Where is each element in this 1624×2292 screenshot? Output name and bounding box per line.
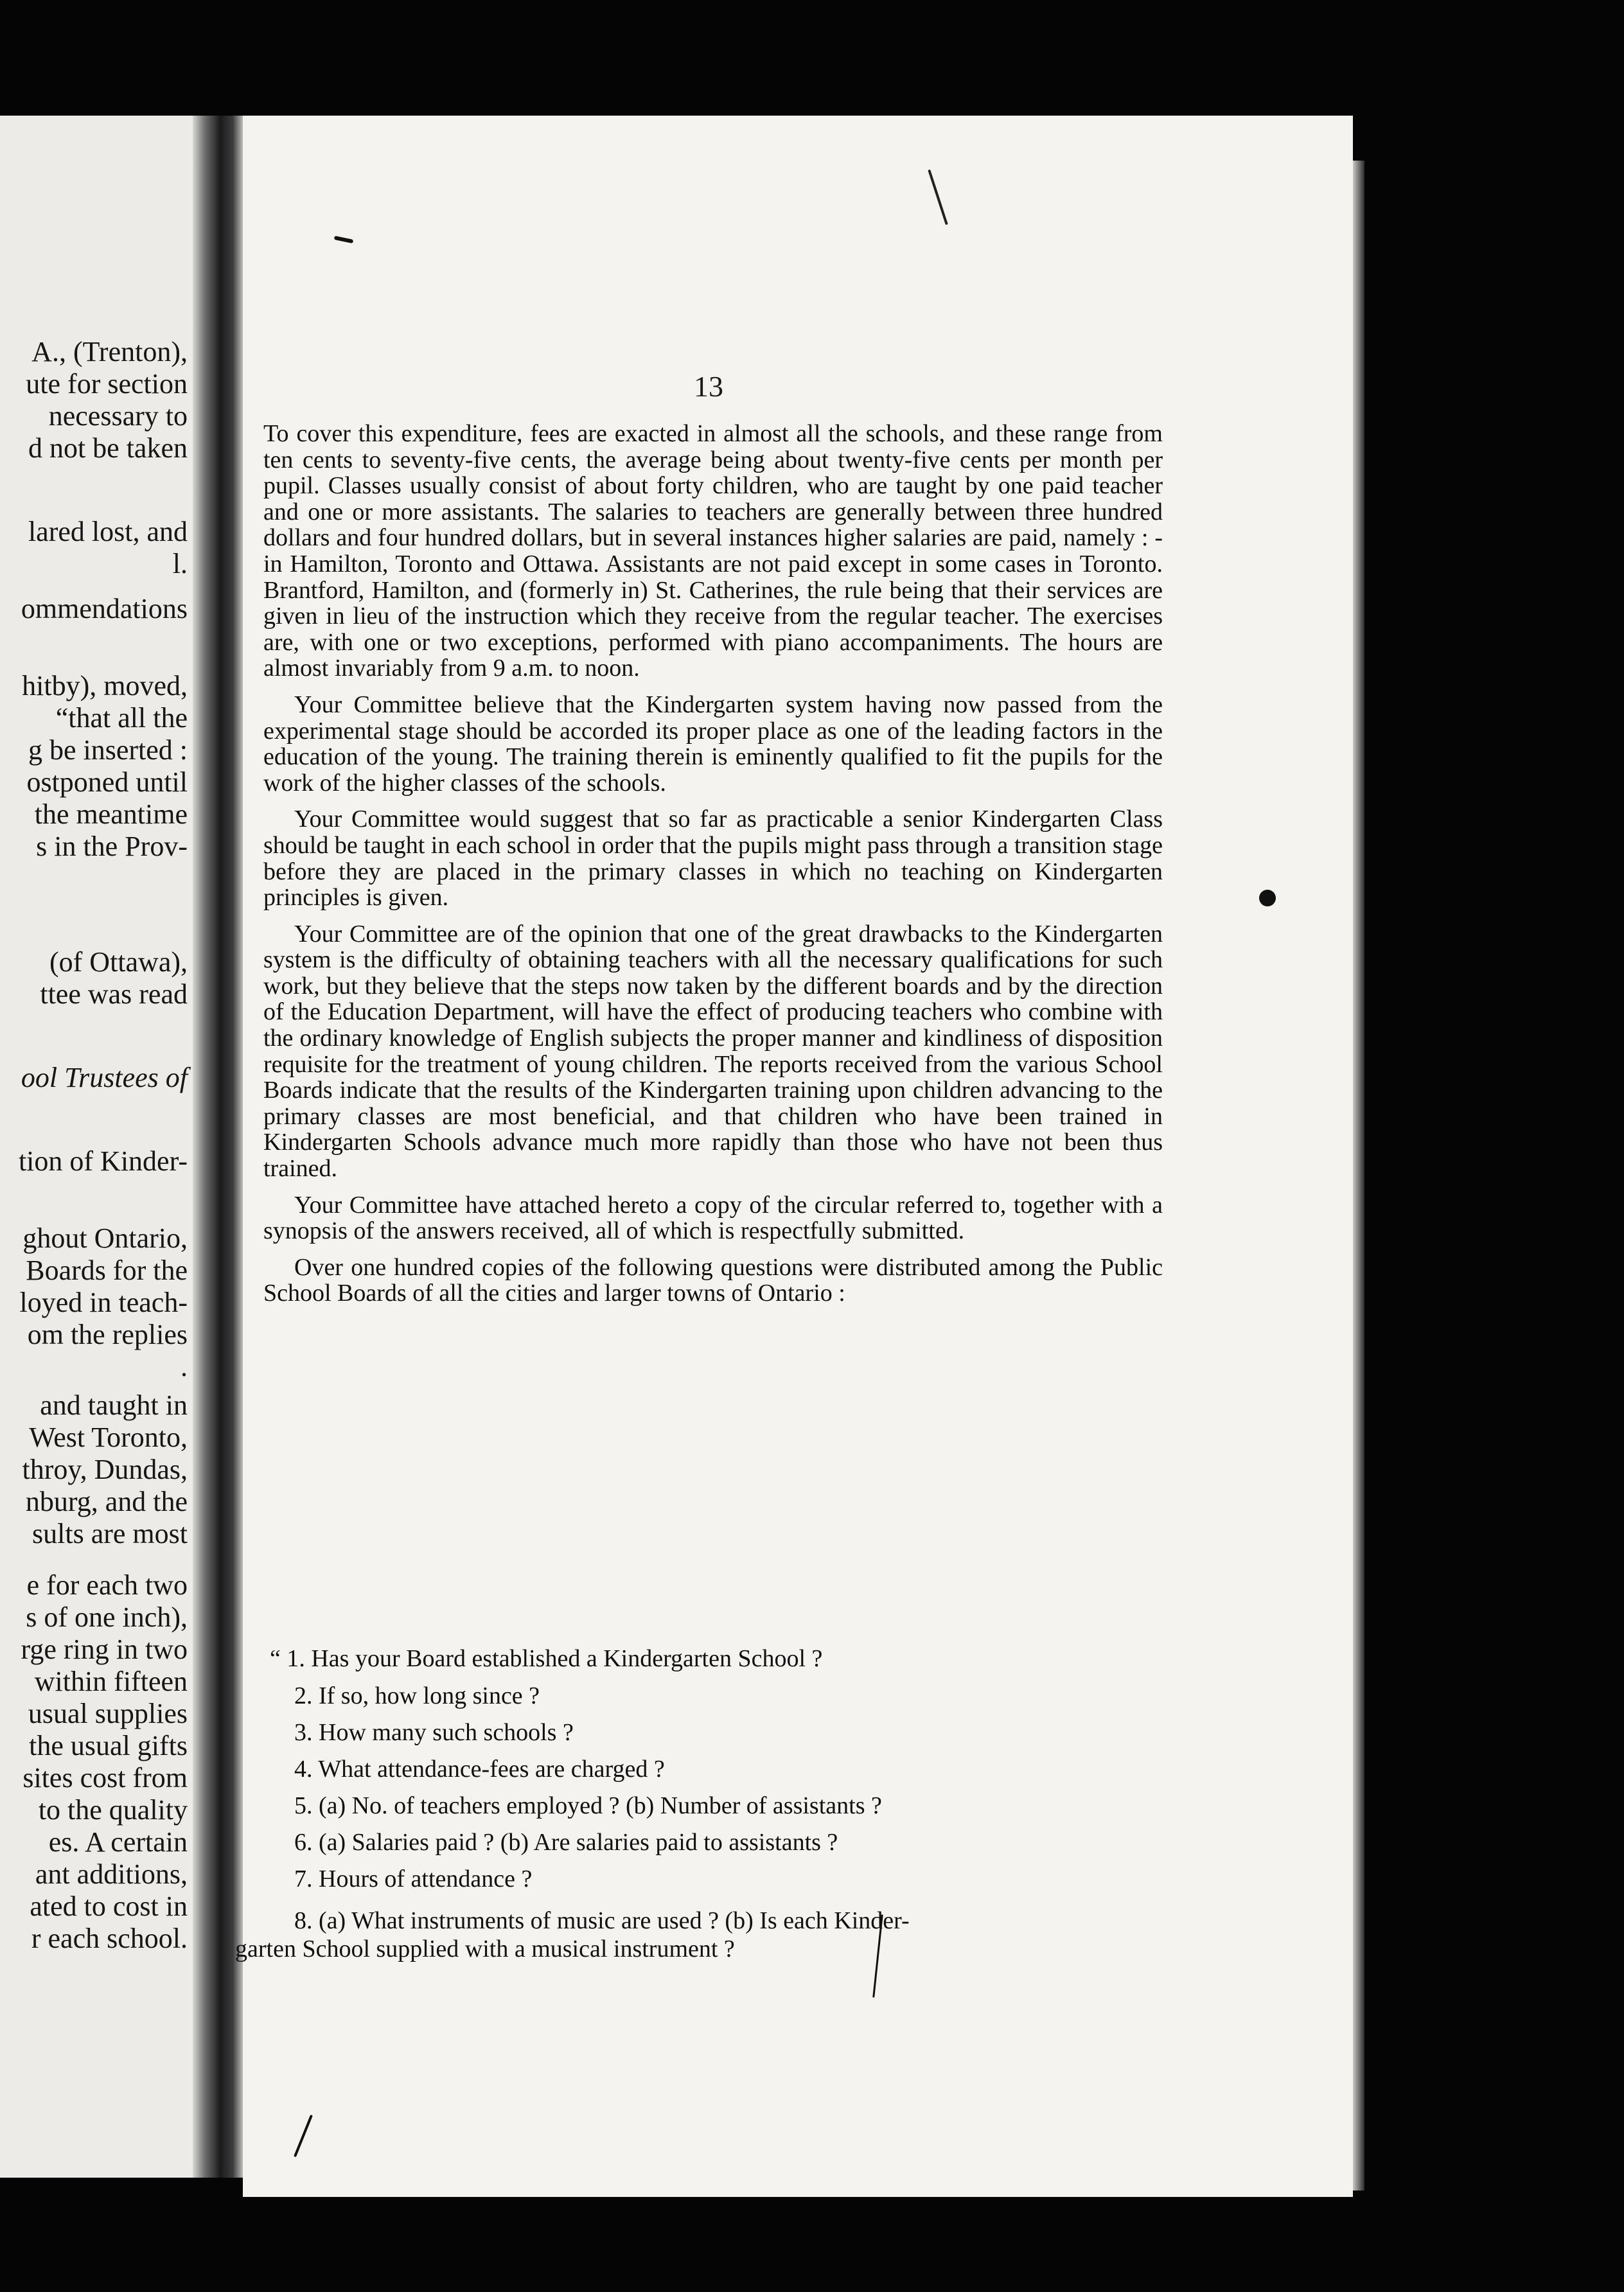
left-page-line: hitby), moved,: [22, 670, 188, 701]
left-page-line: sults are most: [32, 1518, 188, 1549]
question-item: 2. If so, how long since ?: [294, 1682, 540, 1709]
left-page-line: s of one inch),: [26, 1601, 188, 1633]
left-page-line: g be inserted :: [28, 734, 188, 766]
left-page-line: ostponed until: [26, 766, 188, 798]
left-page-line: nburg, and the: [25, 1486, 188, 1517]
paragraph: Your Committee would suggest that so far as practicable a senior Kindergarten Class should be taught in each school in order that the pupils might pass through a transition stage before they are placed in the primary classes in which no teaching on Kindergarten principles is given.: [263, 806, 1163, 912]
left-page-fragment: [0, 116, 218, 2178]
question-item: “ 1. Has your Board established a Kindergarten School ?: [270, 1645, 823, 1672]
book-gutter: [193, 116, 243, 2178]
left-page-line: e for each two: [26, 1569, 188, 1601]
left-page-line: Boards for the: [26, 1255, 188, 1286]
left-page-line: ool Trustees of: [21, 1062, 188, 1093]
left-page-line: om the replies: [27, 1319, 188, 1350]
left-page-line: ute for section: [26, 368, 188, 400]
question-item: 4. What attendance-fees are charged ?: [294, 1756, 665, 1783]
left-page-line: West Toronto,: [29, 1422, 188, 1453]
ink-speck: [1259, 890, 1276, 906]
left-page-line: s in the Prov-: [36, 831, 188, 862]
page-edge: [1353, 161, 1364, 2191]
left-page-line: ant additions,: [35, 1858, 188, 1890]
left-page-line: rge ring in two: [21, 1634, 188, 1665]
left-page-line: and taught in: [40, 1389, 188, 1421]
left-page-line: necessary to: [48, 400, 188, 432]
left-page-line: within fifteen: [34, 1666, 188, 1697]
left-page-line: the meantime: [34, 798, 188, 830]
left-page-line: ommendations: [21, 593, 188, 624]
left-page-line: (of Ottawa),: [49, 946, 188, 978]
left-page-line: r each school.: [31, 1923, 188, 1954]
left-page-line: lared lost, and: [28, 516, 188, 547]
left-page-line: to the quality: [38, 1794, 188, 1826]
paragraph: Over one hundred copies of the following questions were distributed among the Public School Boards of all the cities and larger towns of Ontario :: [263, 1253, 1163, 1307]
question-item: 8. (a) What instruments of music are used ? (b) Is each Kinder-: [294, 1907, 910, 1934]
left-page-line: A., (Trenton),: [31, 336, 188, 367]
left-page-line: ghout Ontario,: [22, 1222, 188, 1254]
question-item: 6. (a) Salaries paid ? (b) Are salaries paid to assistants ?: [294, 1829, 838, 1856]
paragraph: Your Committee are of the opinion that one of the great drawbacks to the Kindergarten system is the difficulty of obtaining teachers with all the necessary qualifications for such work, but they believe that the steps now taken by the different boards and by the direction of the Education Department, will have the effect of producing teachers who combine with the ordinary knowledge of English subjects the proper manner and kindliness of disposition requisite for the treatment of young children. The reports received from the various School Boards indicate that the results of the Kindergarten training upon children advancing to the primary classes are most beneficial, and that children who have been trained in Kindergarten Schools advance much more rapidly than those who have not been thus trained.: [263, 920, 1163, 1183]
question-item: 5. (a) No. of teachers employed ? (b) Number of assistants ?: [294, 1792, 882, 1819]
page-number: 13: [694, 370, 723, 403]
paragraph: To cover this expenditure, fees are exacted in almost all the schools, and these range from ten cents to seventy-five cents, the average being about twenty-five cents per month per pupil. Classes usually consist of about forty children, who are taught by one paid teacher and one or more assistants. The salaries to teachers are generally between three hundred dollars and four hundred dollars, but in several instances higher salaries are paid, namely : - in Hamilton, Toronto and Ottawa. Assistants are not paid except in some cases in Toronto. Brantford, Hamilton, and (formerly in) St. Catherines, the rule being that their services are given in lieu of the instruction which they receive from the regular teacher. The exercises are, with one or two exceptions, performed with piano accompaniments. The hours are almost invariably from 9 a.m. to noon.: [263, 420, 1163, 682]
left-page-line: es. A certain: [48, 1826, 188, 1858]
left-page-line: “that all the: [55, 702, 188, 734]
left-page-line: l.: [172, 548, 188, 579]
question-item: 3. How many such schools ?: [294, 1719, 574, 1746]
left-page-line: sites cost from: [22, 1762, 188, 1794]
question-item: garten School supplied with a musical instrument ?: [235, 1935, 735, 1962]
left-page-line: .: [181, 1351, 188, 1382]
left-page-line: d not be taken: [28, 432, 188, 464]
left-page-line: ttee was read: [40, 978, 188, 1010]
left-page-line: loyed in teach-: [19, 1287, 188, 1318]
left-page-line: usual supplies: [28, 1698, 188, 1729]
left-page-line: tion of Kinder-: [18, 1145, 188, 1177]
body-text: [263, 421, 1163, 1317]
paragraph: Your Committee have attached hereto a copy of the circular referred to, together with a synopsis of the answers received, all of which is respectfully submitted.: [263, 1191, 1163, 1245]
left-page-line: throy, Dundas,: [22, 1454, 188, 1485]
left-page-line: ated to cost in: [30, 1891, 188, 1922]
left-page-line: the usual gifts: [29, 1730, 188, 1761]
question-item: 7. Hours of attendance ?: [294, 1865, 533, 1892]
paragraph: Your Committee believe that the Kindergarten system having now passed from the experimental stage should be accorded its proper place as one of the leading factors in the education of the young. The training therein is eminently qualified to fit the pupils for the work of the higher classes of the schools.: [263, 691, 1163, 797]
